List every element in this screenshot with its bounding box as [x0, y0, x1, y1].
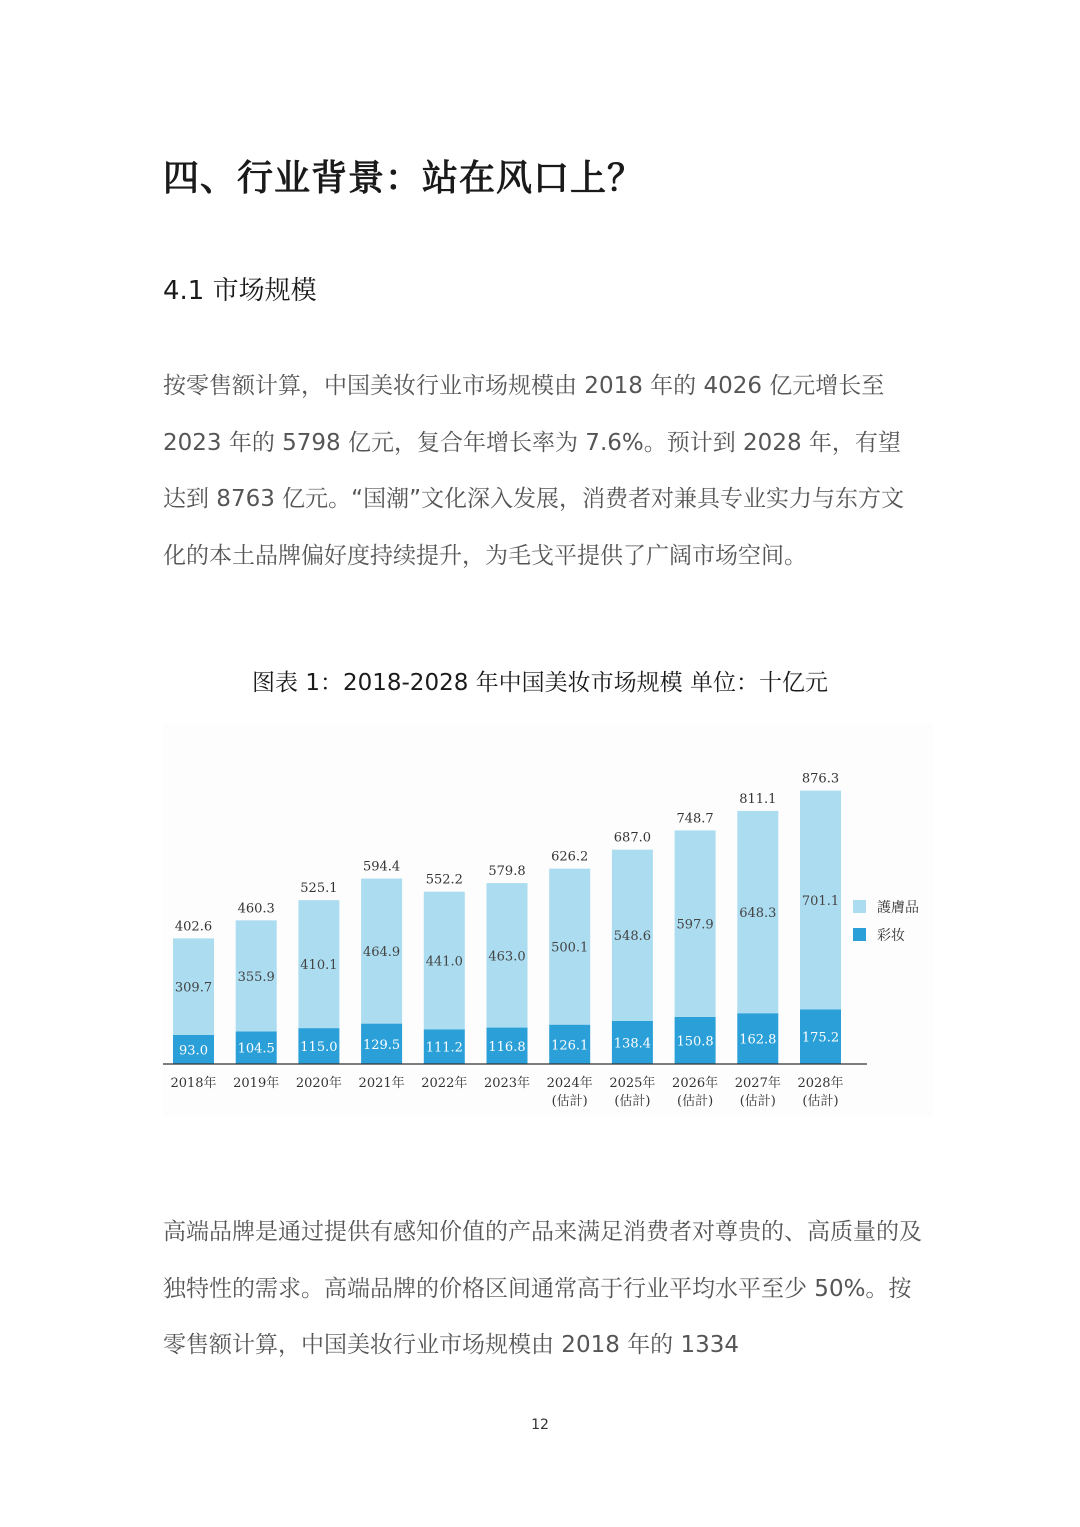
- stacked-bar-chart: [163, 724, 933, 1116]
- legend-swatch-makeup: [853, 928, 866, 941]
- label-makeup: 126.1: [551, 1038, 589, 1054]
- label-skincare: 701.1: [801, 893, 840, 909]
- label-total: 811.1: [739, 791, 777, 807]
- paragraph-premium-brands: 高端品牌是通过提供有感知价值的产品来满足消费者对尊贵的、高质量的及独特性的需求。高端品牌的价格区间通常高于行业平均水平至少 50%。按零售额计算，中国美妆行业市场规模由 2018 年的 1334: [163, 1219, 922, 1358]
- tick-label: 2018年: [170, 1076, 217, 1091]
- tick-label: 2028年: [797, 1076, 844, 1091]
- label-makeup: 138.4: [613, 1036, 652, 1052]
- label-makeup: 104.5: [237, 1041, 275, 1057]
- chart-caption: 图表 1：2018-2028 年中国美妆市场规模 单位：十亿元: [252, 670, 828, 696]
- tick-note: (估計): [739, 1094, 776, 1109]
- label-makeup: 93.0: [179, 1043, 208, 1059]
- tick-label: 2022年: [421, 1076, 468, 1091]
- tick-label: 2023年: [483, 1076, 531, 1091]
- label-total: 402.6: [174, 919, 213, 935]
- tick-label: 2026年: [672, 1076, 719, 1091]
- tick-label: 2021年: [358, 1076, 405, 1091]
- legend-swatch-skincare: [853, 900, 866, 913]
- page-number: 12: [531, 1417, 549, 1433]
- page-heading: 四、行业背景：站在风口上？: [163, 158, 645, 199]
- label-skincare: 309.7: [174, 980, 213, 996]
- tick-note: (估計): [551, 1094, 588, 1109]
- label-makeup: 116.8: [488, 1039, 526, 1055]
- label-makeup: 129.5: [362, 1037, 401, 1053]
- legend-label-skincare: 護膚品: [877, 900, 919, 916]
- tick-label: 2019年: [233, 1076, 280, 1091]
- section-heading: 4.1 市场规模: [163, 276, 317, 306]
- label-total: 552.2: [425, 872, 463, 888]
- label-skincare: 648.3: [739, 906, 777, 922]
- label-skincare: 410.1: [300, 958, 338, 974]
- label-makeup: 175.2: [801, 1030, 840, 1046]
- label-skincare: 548.6: [613, 929, 652, 945]
- label-total: 687.0: [613, 830, 652, 846]
- label-makeup: 162.8: [739, 1032, 777, 1048]
- label-total: 579.8: [488, 864, 526, 880]
- label-total: 748.7: [676, 811, 714, 827]
- tick-note: (估計): [677, 1094, 714, 1109]
- tick-label: 2027年: [734, 1076, 781, 1091]
- tick-note: (估計): [802, 1094, 839, 1109]
- label-total: 525.1: [300, 881, 338, 897]
- market-size-chart: [163, 724, 933, 1116]
- label-skincare: 463.0: [488, 949, 526, 965]
- label-total: 460.3: [237, 901, 275, 917]
- tick-label: 2020年: [295, 1076, 342, 1091]
- label-skincare: 597.9: [676, 917, 714, 933]
- label-total: 876.3: [801, 771, 840, 787]
- label-skincare: 500.1: [551, 940, 589, 956]
- label-makeup: 150.8: [676, 1034, 714, 1050]
- paragraph-market-size: 按零售额计算，中国美妆行业市场规模由 2018 年的 4026 亿元增长至 2023 年的 5798 亿元，复合年增长率为 7.6%。预计到 2028 年，有望达到 8763 亿元。“国潮”文化深入发展，消费者对兼具专业实力与东方文化的本土品牌偏好度持续提升，为毛戈平提供了广阔市场空间。: [163, 373, 904, 569]
- label-skincare: 441.0: [425, 954, 463, 970]
- tick-note: (估計): [614, 1094, 651, 1109]
- label-skincare: 464.9: [362, 945, 401, 961]
- legend-label-makeup: 彩妆: [877, 928, 905, 944]
- label-total: 626.2: [551, 849, 589, 865]
- tick-label: 2025年: [609, 1076, 656, 1091]
- label-makeup: 111.2: [425, 1040, 463, 1056]
- label-total: 594.4: [362, 859, 401, 875]
- tick-label: 2024年: [546, 1076, 593, 1091]
- label-makeup: 115.0: [300, 1040, 338, 1056]
- label-skincare: 355.9: [237, 969, 275, 985]
